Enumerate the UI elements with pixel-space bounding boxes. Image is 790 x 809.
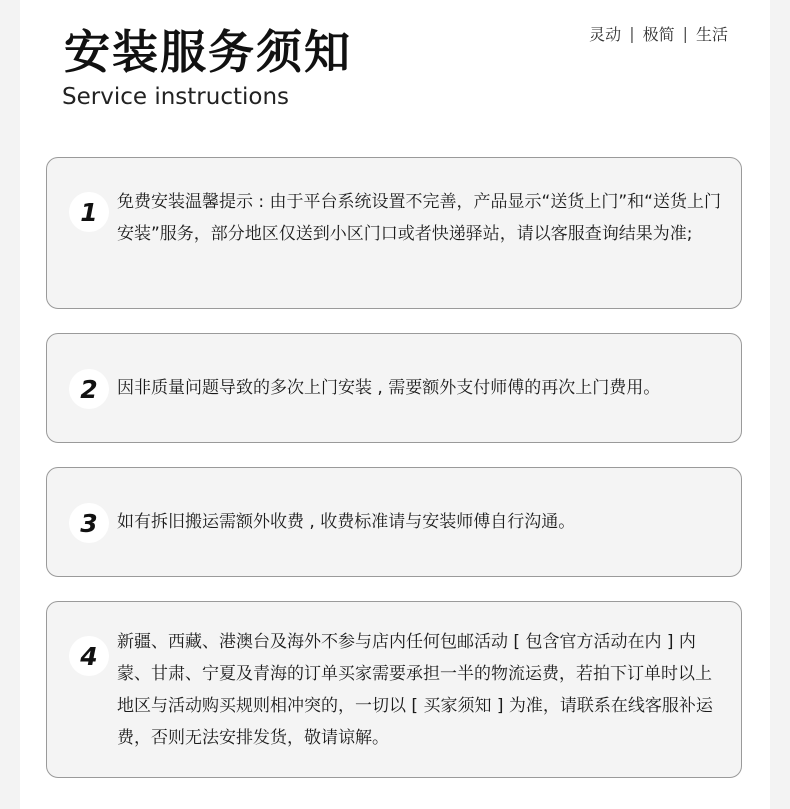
notice-text: 如有拆旧搬运需额外收费 , 收费标准请与安装师傅自行沟通。: [117, 512, 576, 532]
tagline: [589, 22, 728, 45]
number-badge: 4: [69, 636, 109, 676]
tag-item: 极简: [642, 25, 675, 44]
notice-text: 新疆、西藏、港澳台及海外不参与店内任何包邮活动 [ 包含官方活动在内 ] 内蒙、甘肃、宁夏及青海的订单买家需要承担一半的物流运费，若拍下订单时以上地区与活动购买规则相冲突的，一切以 [ 买家须知 ] 为准，请联系在线客服补运费，否则无法安排发货，敬请谅解。: [117, 632, 713, 748]
number-badge: 2: [69, 369, 109, 409]
tag-item: 生活: [695, 25, 728, 44]
notice-text: 因非质量问题导致的多次上门安装 , 需要额外支付师傅的再次上门费用。: [117, 378, 661, 398]
notice-card-4: [46, 601, 742, 778]
tag-separator: |: [682, 24, 688, 43]
notice-text: 免费安装温馨提示 : 由于平台系统设置不完善，产品显示“送货上门”和“送货上门安装”服务，部分地区仅送到小区门口或者快递驿站，请以客服查询结果为准;: [117, 192, 721, 244]
notice-card-2: [46, 333, 742, 443]
page-title: 安装服务须知: [64, 25, 352, 79]
notice-page: [20, 0, 770, 809]
number-badge: 1: [69, 192, 109, 232]
tag-item: 灵动: [589, 25, 622, 44]
notice-card-1: [46, 157, 742, 309]
page-subtitle: Service instructions: [62, 84, 290, 110]
notice-card-3: [46, 467, 742, 577]
tag-separator: |: [629, 24, 635, 43]
number-badge: 3: [69, 503, 109, 543]
